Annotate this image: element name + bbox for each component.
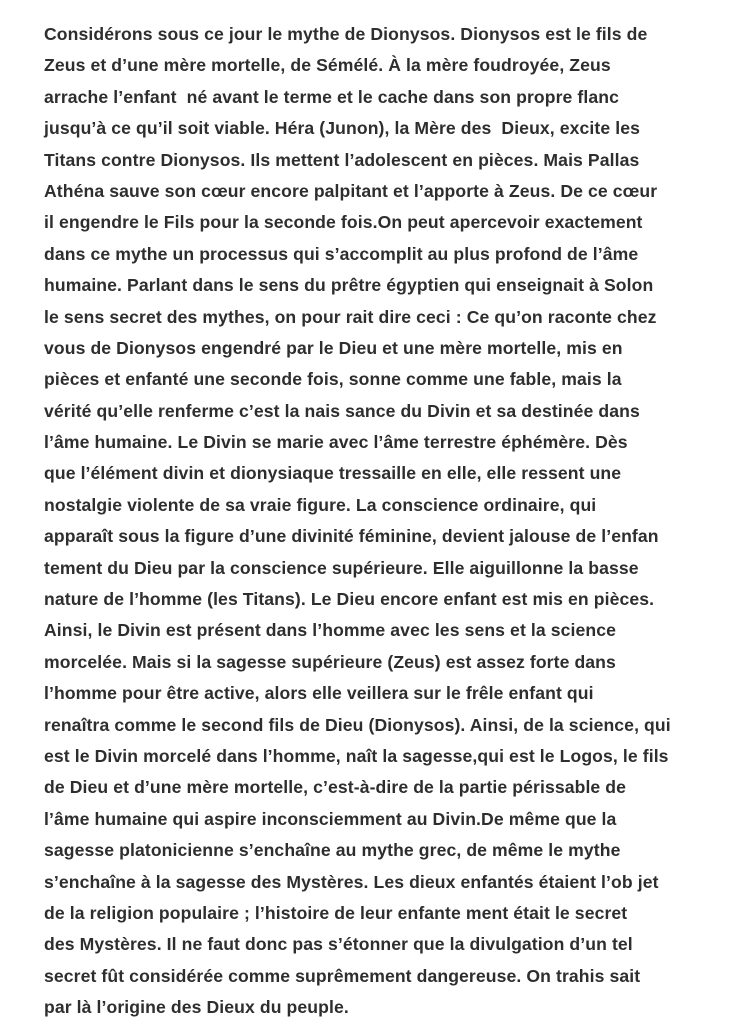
text-line: l’homme pour être active, alors elle veillera sur le frêle enfant qui <box>44 683 594 704</box>
text-line: Ainsi, le Divin est présent dans l’homme avec les sens et la science <box>44 620 617 641</box>
text-line: s’enchaîne à la sagesse des Mystères. Les dieux enfantés étaient l’ob jet <box>44 871 659 892</box>
text-line: vous de Dionysos engendré par le Dieu et une mère mortelle, mis en <box>44 337 623 358</box>
text-line: humaine. Parlant dans le sens du prêtre égyptien qui enseignait à Solon <box>44 275 654 296</box>
text-line: nostalgie violente de sa vraie figure. La conscience ordinaire, qui <box>44 494 597 515</box>
text-line: de la religion populaire ; l’histoire de leur enfante ment était le secret <box>44 902 628 923</box>
text-line: nature de l’homme (les Titans). Le Dieu encore enfant est mis en pièces. <box>44 589 655 610</box>
text-line: jusqu’à ce qu’il soit viable. Héra (Junon), la Mère des Dieux, excite les <box>44 118 641 139</box>
text-line: Titans contre Dionysos. Ils mettent l’adolescent en pièces. Mais Pallas <box>44 149 640 170</box>
text-line: est le Divin morcelé dans l’homme, naît la sagesse,qui est le Logos, le fils <box>44 745 669 766</box>
text-line: secret fût considérée comme suprêmement dangereuse. On trahis sait <box>44 965 641 986</box>
text-line: il engendre le Fils pour la seconde fois.On peut apercevoir exactement <box>44 212 643 233</box>
text-line: de Dieu et d’une mère mortelle, c’est-à-dire de la partie périssable de <box>44 777 627 798</box>
text-line: le sens secret des mythes, on pour rait dire ceci : Ce qu’on raconte chez <box>44 306 657 327</box>
text-line: que l’élément divin et dionysiaque tressaille en elle, elle ressent une <box>44 463 622 484</box>
text-line: sagesse platonicienne s’enchaîne au mythe grec, de même le mythe <box>44 840 621 861</box>
text-line: l’âme humaine. Le Divin se marie avec l’âme terrestre éphémère. Dès <box>44 432 628 453</box>
text-line: Zeus et d’une mère mortelle, de Sémélé. À la mère foudroyée, Zeus <box>44 55 611 76</box>
text-line: vérité qu’elle renferme c’est la nais sance du Divin et sa destinée dans <box>44 400 640 421</box>
text-line: tement du Dieu par la conscience supérieure. Elle aiguillonne la basse <box>44 557 639 578</box>
text-line: apparaît sous la figure d’une divinité féminine, devient jalouse de l’enfan <box>44 526 659 547</box>
text-line: morcelée. Mais si la sagesse supérieure (Zeus) est assez forte dans <box>44 651 616 672</box>
text-line: des Mystères. Il ne faut donc pas s’étonner que la divulgation d’un tel <box>44 934 633 955</box>
text-line: Athéna sauve son cœur encore palpitant et l’apporte à Zeus. De ce cœur <box>44 180 658 201</box>
body-paragraph <box>44 19 704 1024</box>
text-line: l’âme humaine qui aspire inconsciemment au Divin.De même que la <box>44 808 617 829</box>
text-line: dans ce mythe un processus qui s’accomplit au plus profond de l’âme <box>44 243 639 264</box>
text-line: Considérons sous ce jour le mythe de Dionysos. Dionysos est le fils de <box>44 24 648 44</box>
text-line: arrache l’enfant né avant le terme et le cache dans son propre flanc <box>44 86 619 107</box>
text-line: par là l’origine des Dieux du peuple. <box>44 997 349 1018</box>
text-line: pièces et enfanté une seconde fois, sonne comme une fable, mais la <box>44 369 622 390</box>
text-line: renaîtra comme le second fils de Dieu (Dionysos). Ainsi, de la science, qui <box>44 714 671 735</box>
